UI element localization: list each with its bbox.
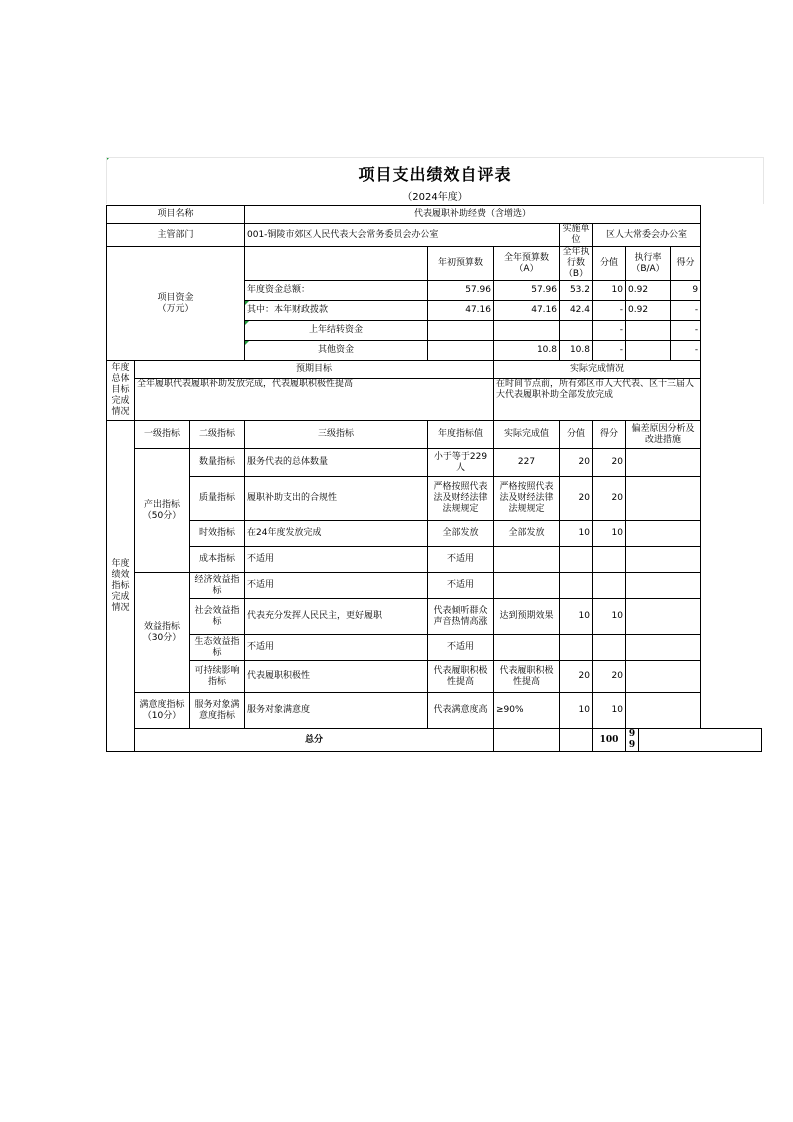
level2-cell: 服务对象满意度指标 — [190, 693, 245, 729]
header-level1: 一级指标 — [135, 421, 190, 449]
indicator-row — [107, 521, 762, 547]
funds-row-full: 10.8 — [494, 341, 560, 361]
funds-row-full: 57.96 — [494, 281, 560, 301]
level3-cell: 服务代表的总体数量 — [245, 449, 428, 477]
funds-row-label — [245, 341, 428, 361]
score-cell: 10 — [593, 599, 626, 635]
funds-row-full: 47.16 — [494, 301, 560, 321]
actual-cell: 达到预期效果 — [494, 599, 560, 635]
header-score-weight: 分值 — [593, 247, 626, 281]
funds-row-initial — [428, 321, 494, 341]
funds-row-executed — [560, 321, 593, 341]
reason-cell — [626, 521, 701, 547]
funds-row-label-text: 其中：本年财政拨款 — [247, 305, 329, 315]
funds-row-label-text: 其他资金 — [317, 345, 354, 355]
level2-cell: 可持续影响指标 — [190, 661, 245, 693]
funds-row-rate — [626, 341, 671, 361]
indicator-row — [107, 449, 762, 477]
funds-row-initial — [428, 341, 494, 361]
weight-cell: 20 — [560, 477, 593, 521]
funds-row-label-text: 上年结转资金 — [308, 325, 363, 335]
weight-cell — [560, 547, 593, 573]
level2-cell: 成本指标 — [190, 547, 245, 573]
target-cell: 代表满意度高 — [428, 693, 494, 729]
project-name-label: 项目名称 — [107, 206, 245, 224]
funds-row-label — [245, 321, 428, 341]
actual-cell: 严格按照代表法及财经法律法规规定 — [494, 477, 560, 521]
indicators-header-row — [107, 421, 762, 449]
level3-cell: 不适用 — [245, 547, 428, 573]
funds-row-label: 年度资金总额： — [245, 281, 428, 301]
page-subtitle: （2024年度） — [106, 187, 764, 204]
total-label: 总分 — [135, 729, 494, 752]
funds-row-score: - — [671, 321, 701, 341]
reason-cell — [626, 635, 701, 661]
project-name-row — [107, 206, 762, 224]
funds-label-line1: 项目资金 — [157, 292, 194, 303]
funds-label — [107, 247, 245, 361]
total-row — [107, 729, 762, 752]
funds-row-executed: 10.8 — [560, 341, 593, 361]
department-row — [107, 224, 762, 247]
funds-row-score: - — [671, 341, 701, 361]
total-score: 99 — [626, 729, 639, 752]
department-label: 主管部门 — [107, 224, 245, 247]
indicators-label: 年度绩效指标完成情况 — [107, 421, 135, 752]
header-score: 得分 — [671, 247, 701, 281]
funds-header-row — [107, 247, 762, 281]
total-blank — [494, 729, 560, 752]
funds-row-score: 9 — [671, 281, 701, 301]
goals-actual-header: 实际完成情况 — [494, 361, 701, 379]
header-actual: 实际完成值 — [494, 421, 560, 449]
weight-cell: 20 — [560, 449, 593, 477]
target-cell: 小于等于229人 — [428, 449, 494, 477]
level2-cell: 质量指标 — [190, 477, 245, 521]
goals-actual-text: 在时间节点前，所有郊区市人大代表、区十三届人大代表履职补助全部发放完成 — [494, 379, 701, 421]
implementing-unit-value: 区人大常委会办公室 — [593, 224, 701, 247]
level2-cell: 数量指标 — [190, 449, 245, 477]
weight-cell: 10 — [560, 521, 593, 547]
score-cell: 20 — [593, 477, 626, 521]
funds-row-weight: - — [593, 321, 626, 341]
score-cell: 10 — [593, 693, 626, 729]
weight-cell — [560, 635, 593, 661]
total-blank — [560, 729, 593, 752]
funds-label-line2: （万元） — [157, 303, 194, 314]
actual-cell: ≥90% — [494, 693, 560, 729]
reason-cell — [626, 547, 701, 573]
header-weight: 分值 — [560, 421, 593, 449]
score-cell — [593, 635, 626, 661]
weight-cell: 20 — [560, 661, 593, 693]
department-value: 001-铜陵市郊区人民代表大会常务委员会办公室 — [245, 224, 560, 247]
score-cell: 20 — [593, 661, 626, 693]
goals-header-row — [107, 361, 762, 379]
reason-cell — [626, 693, 701, 729]
level3-cell: 不适用 — [245, 573, 428, 599]
level2-cell: 社会效益指标 — [190, 599, 245, 635]
level3-cell: 不适用 — [245, 635, 428, 661]
project-name-value: 代表履职补助经费（含增选） — [245, 206, 701, 224]
level3-cell: 代表充分发挥人民民主，更好履职 — [245, 599, 428, 635]
indicator-row — [107, 661, 762, 693]
self-evaluation-sheet — [106, 157, 762, 757]
header-score: 得分 — [593, 421, 626, 449]
indicator-row — [107, 635, 762, 661]
header-initial-budget: 年初预算数 — [428, 247, 494, 281]
level2-cell: 生态效益指标 — [190, 635, 245, 661]
total-weight: 100 — [593, 729, 626, 752]
cell-comment-marker — [245, 321, 249, 325]
implementing-unit-label: 实施单位 — [560, 224, 593, 247]
funds-header-blank — [245, 247, 428, 281]
indicator-row — [107, 477, 762, 521]
indicator-row — [107, 547, 762, 573]
header-target: 年度指标值 — [428, 421, 494, 449]
header-executed: 全年执行数（B） — [560, 247, 593, 281]
target-cell: 不适用 — [428, 573, 494, 599]
score-cell: 10 — [593, 521, 626, 547]
weight-cell — [560, 573, 593, 599]
level3-cell: 履职补助支出的合规性 — [245, 477, 428, 521]
actual-cell: 代表履职积极性提高 — [494, 661, 560, 693]
funds-row-label — [245, 301, 428, 321]
funds-row-weight: - — [593, 301, 626, 321]
score-cell — [593, 573, 626, 599]
target-cell: 不适用 — [428, 547, 494, 573]
funds-row-rate — [626, 321, 671, 341]
actual-cell: 227 — [494, 449, 560, 477]
goals-label: 年度总体目标完成情况 — [107, 361, 135, 421]
goals-expected-text: 全年履职代表履职补助发放完成，代表履职积极性提高 — [135, 379, 494, 421]
level1-output: 产出指标（50分） — [135, 449, 190, 573]
header-full-budget: 全年预算数（A） — [494, 247, 560, 281]
weight-cell: 10 — [560, 693, 593, 729]
target-cell: 严格按照代表法及财经法律法规规定 — [428, 477, 494, 521]
actual-cell — [494, 635, 560, 661]
page-title: 项目支出绩效自评表 — [106, 157, 764, 188]
cell-comment-marker — [245, 341, 249, 345]
funds-row-executed: 42.4 — [560, 301, 593, 321]
target-cell: 代表倾听群众声音热情高涨 — [428, 599, 494, 635]
reason-cell — [626, 661, 701, 693]
actual-cell — [494, 547, 560, 573]
level2-cell: 时效指标 — [190, 521, 245, 547]
funds-row-weight: - — [593, 341, 626, 361]
target-cell: 全部发放 — [428, 521, 494, 547]
target-cell: 代表履职积极性提高 — [428, 661, 494, 693]
target-cell: 不适用 — [428, 635, 494, 661]
funds-row-initial: 47.16 — [428, 301, 494, 321]
cell-comment-marker — [245, 301, 249, 305]
indicator-row — [107, 599, 762, 635]
actual-cell: 全部发放 — [494, 521, 560, 547]
level1-satisfaction: 满意度指标（10分） — [135, 693, 190, 729]
funds-row-initial: 57.96 — [428, 281, 494, 301]
score-cell: 20 — [593, 449, 626, 477]
reason-cell — [626, 573, 701, 599]
funds-row-full — [494, 321, 560, 341]
level3-cell: 服务对象满意度 — [245, 693, 428, 729]
goals-expected-header: 预期目标 — [135, 361, 494, 379]
total-reason-blank — [639, 729, 762, 752]
header-level3: 三级指标 — [245, 421, 428, 449]
evaluation-table — [106, 205, 762, 752]
actual-cell — [494, 573, 560, 599]
indicator-row — [107, 693, 762, 729]
score-cell — [593, 547, 626, 573]
header-exec-rate: 执行率（B/A） — [626, 247, 671, 281]
level3-cell: 在24年度发放完成 — [245, 521, 428, 547]
weight-cell: 10 — [560, 599, 593, 635]
funds-row-score: - — [671, 301, 701, 321]
funds-row-rate: 0.92 — [626, 281, 671, 301]
level1-benefit: 效益指标（30分） — [135, 573, 190, 693]
funds-row-weight: 10 — [593, 281, 626, 301]
header-reason: 偏差原因分析及改进措施 — [626, 421, 701, 449]
funds-row-rate: 0.92 — [626, 301, 671, 321]
level3-cell: 代表履职积极性 — [245, 661, 428, 693]
indicator-row — [107, 573, 762, 599]
header-level2: 二级指标 — [190, 421, 245, 449]
funds-row-executed: 53.2 — [560, 281, 593, 301]
reason-cell — [626, 599, 701, 635]
reason-cell — [626, 449, 701, 477]
level2-cell: 经济效益指标 — [190, 573, 245, 599]
reason-cell — [626, 477, 701, 521]
goals-content-row — [107, 379, 762, 421]
